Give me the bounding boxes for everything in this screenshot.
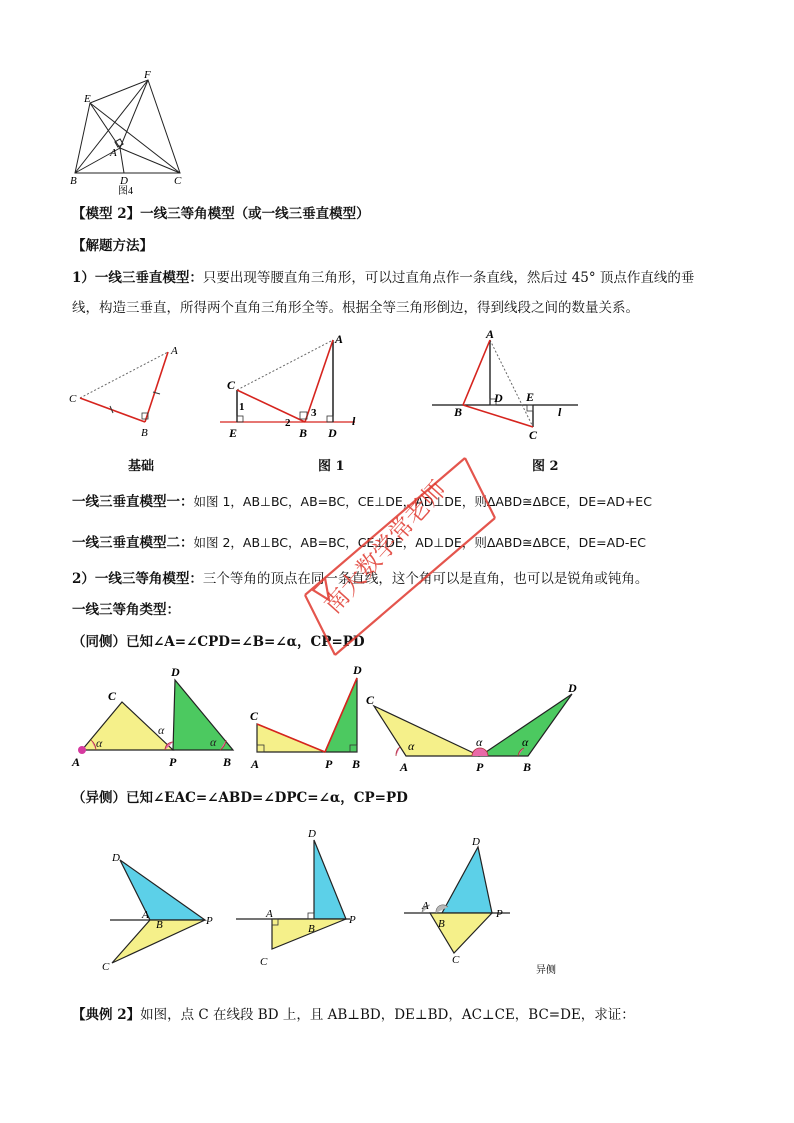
same-side-figure-a xyxy=(70,660,245,770)
basic-label-c: C xyxy=(69,393,77,405)
figure-1 xyxy=(215,330,365,445)
same-c-label-a: A xyxy=(400,760,409,774)
method-title: 【解题方法】 xyxy=(72,238,153,254)
fig1-angle-3: 3 xyxy=(311,407,317,419)
item1-line2: 线，构造三垂直，所得两个直角三角形全等。根据全等三角形倒边，得到线段之间的数量关系。 xyxy=(72,300,639,316)
fig4-label-d: D xyxy=(120,175,128,187)
figure-4 xyxy=(60,68,200,198)
diff-side-figure-a xyxy=(100,825,220,975)
figure-2 xyxy=(430,330,590,445)
fig2-label-b: B xyxy=(454,405,463,419)
fig1-label-a: A xyxy=(335,332,344,346)
same-a-alpha-2: α xyxy=(158,723,165,737)
same-a-label-d: D xyxy=(171,665,180,679)
fig1-label-l: l xyxy=(352,414,356,428)
fig4-label-e: E xyxy=(84,93,91,105)
diff-a-label-c: C xyxy=(102,961,110,973)
diff-side-figure-b xyxy=(232,825,362,975)
diff-b-label-b: B xyxy=(308,923,315,935)
same-c-alpha-1: α xyxy=(408,739,415,753)
fig4-label-f: F xyxy=(144,69,151,81)
example2: 【典例 2】如图，点 C 在线段 BD 上，且 AB⊥BD，DE⊥BD，AC⊥CE，BC=DE，求证： xyxy=(72,1007,635,1023)
types-title: 一线三等角类型： xyxy=(72,602,180,618)
fig2-label-c: C xyxy=(529,428,538,442)
diff-c-label-c: C xyxy=(452,954,460,966)
watermark-stamp xyxy=(295,440,510,660)
diff-a-label-d: D xyxy=(112,852,120,864)
fig1-caption: 图 1 xyxy=(318,459,345,474)
same-a-alpha-1: α xyxy=(96,736,103,750)
same-c-label-p: P xyxy=(476,760,484,774)
diff-side-title: （异侧）已知∠EAC=∠ABD=∠DPC=∠α，CP=PD xyxy=(72,790,408,806)
diff-b-label-d: D xyxy=(308,828,316,840)
fig4-label-c: C xyxy=(174,175,182,187)
fig2-label-a: A xyxy=(486,330,495,341)
basic-label-a: A xyxy=(171,345,178,357)
same-side-figure-c xyxy=(360,680,590,775)
same-c-label-d: D xyxy=(568,681,577,695)
fig1-angle-2: 2 xyxy=(285,417,291,429)
fig4-label-a: A xyxy=(110,147,117,159)
same-b-label-c: C xyxy=(250,709,259,723)
fig4-caption: 图4 xyxy=(118,186,133,197)
same-c-label-c: C xyxy=(366,693,375,707)
item2: 2）一线三等角模型：三个等角的顶点在同一条直线，这个角可以是直角，也可以是锐角或钝角。 xyxy=(72,571,649,587)
model-two: 一线三垂直模型二：如图 2，AB⊥BC，AB=BC，CE⊥DE，AD⊥DE，则ΔABD≅ΔBCE，DE=AD-EC xyxy=(72,535,646,551)
basic-label-b: B xyxy=(141,427,148,439)
fig2-caption: 图 2 xyxy=(532,459,559,474)
same-a-label-b: B xyxy=(223,755,232,769)
diff-c-label-d: D xyxy=(472,836,480,848)
diff-a-label-a: A xyxy=(142,909,149,921)
same-b-label-a: A xyxy=(251,757,260,770)
diff-b-label-c: C xyxy=(260,956,268,968)
same-b-label-b: B xyxy=(352,757,361,770)
diff-a-label-p: P xyxy=(206,915,213,927)
fig1-label-c: C xyxy=(227,378,236,392)
same-c-alpha-2: α xyxy=(476,735,483,749)
diff-c-label-b: B xyxy=(438,918,445,930)
model2-title: 【模型 2】一线三等角模型（或一线三垂直模型） xyxy=(72,206,370,222)
fig4-label-b: B xyxy=(70,175,77,187)
same-side-figure-b xyxy=(245,660,375,770)
fig1-label-b: B xyxy=(299,426,308,440)
same-a-label-p: P xyxy=(169,755,177,769)
same-a-alpha-3: α xyxy=(210,735,217,749)
same-b-label-p: P xyxy=(325,757,333,770)
watermark-text: 南大数学常老师 xyxy=(320,476,452,620)
fig2-label-e: E xyxy=(526,390,535,404)
fig2-label-l: l xyxy=(558,405,562,419)
same-c-label-b: B xyxy=(523,760,532,774)
fig1-label-d: D xyxy=(328,426,337,440)
same-a-label-a: A xyxy=(72,755,81,769)
diff-a-label-b: B xyxy=(156,919,163,931)
diff-side-figure-c xyxy=(400,835,580,980)
model-one: 一线三垂直模型一：如图 1，AB⊥BC，AB=BC，CE⊥DE，AD⊥DE，则ΔABD≅ΔBCE，DE=AD+EC xyxy=(72,494,652,510)
same-b-label-d: D xyxy=(353,663,362,677)
diff-b-label-a: A xyxy=(266,908,273,920)
same-c-alpha-3: α xyxy=(522,735,529,749)
figure-basic xyxy=(65,340,185,440)
fig1-label-e: E xyxy=(229,426,238,440)
fig2-label-d: D xyxy=(494,391,503,405)
fig1-angle-1: 1 xyxy=(239,401,245,413)
same-a-label-c: C xyxy=(108,689,117,703)
basic-caption: 基础 xyxy=(128,459,155,474)
diff-b-label-p: P xyxy=(349,914,356,926)
diff-c-label-p: P xyxy=(496,908,503,920)
diff-caption: 异侧 xyxy=(536,965,556,976)
item1-line1: 1）一线三垂直模型：只要出现等腰直角三角形，可以过直角点作一条直线，然后过 45° 顶点作直线的垂 xyxy=(72,270,695,286)
diff-c-label-a: A xyxy=(422,900,429,912)
same-side-title: （同侧）已知∠A=∠CPD=∠B=∠α，CP=PD xyxy=(72,634,365,650)
